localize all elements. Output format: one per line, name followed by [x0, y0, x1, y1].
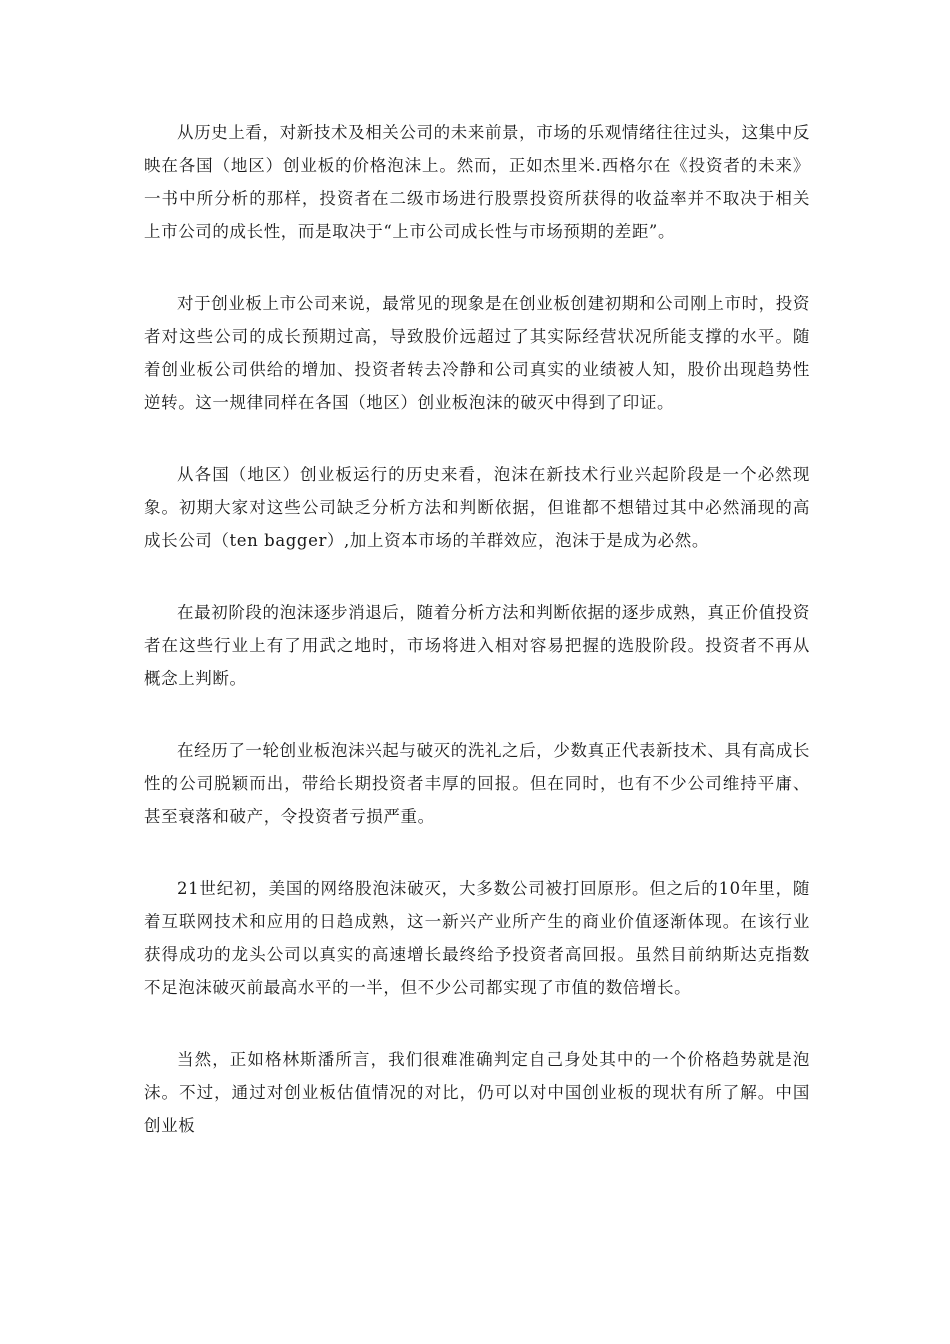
paragraph-3: 从各国（地区）创业板运行的历史来看，泡沫在新技术行业兴起阶段是一个必然现象。初期大家对这些公司缺乏分析方法和判断依据，但谁都不想错过其中必然涌现的高成长公司（ten bagger）,加上资本市场的羊群效应，泡沫于是成为必然。 [144, 465, 810, 550]
paragraph-7: 当然，正如格林斯潘所言，我们很难准确判定自己身处其中的一个价格趋势就是泡沫。不过，通过对创业板估值情况的对比，仍可以对中国创业板的现状有所了解。中国创业板 [144, 1050, 810, 1135]
paragraph-2: 对于创业板上市公司来说，最常见的现象是在创业板创建初期和公司刚上市时，投资者对这些公司的成长预期过高，导致股价远超过了其实际经营状况所能支撑的水平。随着创业板公司供给的增加、投资者转去冷静和公司真实的业绩被人知，股价出现趋势性逆转。这一规律同样在各国（地区）创业板泡沫的破灭中得到了印证。 [144, 294, 810, 412]
paragraph-6: 21世纪初，美国的网络股泡沫破灭，大多数公司被打回原形。但之后的10年里，随着互联网技术和应用的日趋成熟，这一新兴产业所产生的商业价值逐渐体现。在该行业获得成功的龙头公司以真实的高速增长最终给予投资者高回报。虽然目前纳斯达克指数不足泡沫破灭前最高水平的一半，但不少公司都实现了市值的数倍增长。 [144, 879, 810, 997]
paragraph-5: 在经历了一轮创业板泡沫兴起与破灭的洗礼之后，少数真正代表新技术、具有高成长性的公司脱颖而出，带给长期投资者丰厚的回报。但在同时，也有不少公司维持平庸、甚至衰落和破产，令投资者亏损严重。 [144, 741, 810, 826]
paragraph-1: 从历史上看，对新技术及相关公司的未来前景，市场的乐观情绪往往过头，这集中反映在各国（地区）创业板的价格泡沫上。然而，正如杰里米.西格尔在《投资者的未来》一书中所分析的那样，投资者在二级市场进行股票投资所获得的收益率并不取决于相关上市公司的成长性，而是取决于“上市公司成长性与市场预期的差距”。 [144, 123, 810, 241]
paragraph-4: 在最初阶段的泡沫逐步消退后，随着分析方法和判断依据的逐步成熟，真正价值投资者在这些行业上有了用武之地时，市场将进入相对容易把握的选股阶段。投资者不再从概念上判断。 [144, 603, 810, 688]
document-body [144, 116, 810, 1142]
